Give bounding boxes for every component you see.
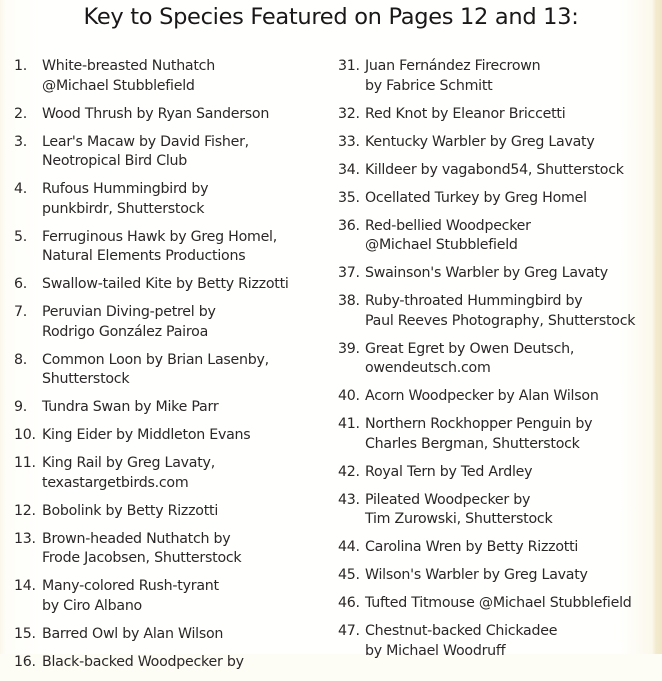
entry-credit-continued: Charles Bergman, Shutterstock	[365, 435, 580, 452]
species-entry	[14, 180, 324, 228]
entry-number: 35.	[338, 189, 360, 206]
species-entry	[14, 351, 324, 399]
entry-species-credit: Lear's Macaw by David Fisher,	[42, 133, 249, 150]
entry-species-credit: Ferruginous Hawk by Greg Homel,	[42, 228, 277, 245]
entry-number: 38.	[338, 293, 360, 309]
entry-number: 46.	[338, 595, 360, 611]
entry-species-credit: Swallow-tailed Kite by Betty Rizzotti	[42, 276, 289, 292]
entry-number: 37.	[338, 265, 360, 281]
entry-credit-continued: by Michael Woodruff	[365, 642, 506, 659]
entry-credit-continued: owendeutsch.com	[365, 360, 491, 376]
species-entry	[338, 57, 650, 105]
entry-number: 6.	[14, 276, 28, 292]
entry-number: 44.	[338, 539, 360, 555]
entry-number: 3.	[14, 133, 28, 150]
species-entry	[14, 228, 324, 276]
species-entry	[14, 625, 324, 653]
species-entry	[14, 105, 324, 133]
species-entry	[14, 398, 324, 426]
entry-species-credit: Common Loon by Brian Lasenby,	[42, 351, 269, 368]
entry-number: 39.	[338, 340, 360, 357]
species-entry	[338, 594, 650, 622]
entry-species-credit: Wilson's Warbler by Greg Lavaty	[365, 567, 588, 583]
entry-species-credit: Bobolink by Betty Rizzotti	[42, 502, 219, 519]
species-entry	[14, 426, 324, 454]
entry-credit-continued: texastargetbirds.com	[42, 474, 189, 491]
species-entry	[14, 502, 324, 530]
species-list-right	[338, 57, 650, 670]
entry-number: 42.	[338, 463, 360, 480]
entry-number: 11.	[14, 455, 36, 471]
species-entry	[338, 491, 650, 539]
species-entry	[338, 133, 650, 161]
entry-number: 47.	[338, 623, 360, 639]
entry-species-credit: Swainson's Warbler by Greg Lavaty	[365, 265, 608, 281]
entry-species-credit: Wood Thrush by Ryan Sanderson	[42, 105, 270, 122]
species-entry	[14, 454, 324, 502]
entry-number: 5.	[14, 228, 28, 245]
species-entry	[338, 387, 650, 415]
entry-species-credit: Great Egret by Owen Deutsch,	[365, 340, 575, 357]
entry-species-credit: King Eider by Middleton Evans	[42, 427, 251, 443]
entry-species-credit: Northern Rockhopper Penguin by	[365, 416, 593, 432]
species-entry	[14, 530, 324, 578]
species-entry	[14, 57, 324, 105]
entry-credit-continued: @Michael Stubblefield	[42, 77, 195, 94]
entry-number: 2.	[14, 105, 28, 122]
species-entry	[338, 292, 650, 340]
species-entry	[338, 622, 650, 670]
entry-number: 15.	[14, 625, 36, 642]
entry-number: 8.	[14, 351, 28, 368]
species-entry	[14, 577, 324, 625]
entry-credit-continued: Shutterstock	[42, 371, 130, 387]
entry-credit-continued: @Michael Stubblefield	[365, 237, 518, 253]
entry-species-credit: Many-colored Rush-tyrant	[42, 578, 219, 594]
entry-number: 45.	[338, 567, 360, 583]
species-entry	[338, 538, 650, 566]
entry-species-credit: Pileated Woodpecker by	[365, 491, 531, 508]
species-entry	[338, 161, 650, 189]
entry-species-credit: Red-bellied Woodpecker	[365, 217, 531, 234]
entry-species-credit: Red Knot by Eleanor Briccetti	[365, 105, 566, 122]
entry-species-credit: Tundra Swan by Mike Parr	[42, 399, 219, 415]
entry-species-credit: Barred Owl by Alan Wilson	[42, 625, 224, 642]
entry-credit-continued: Tim Zurowski, Shutterstock	[365, 511, 553, 527]
entry-number: 9.	[14, 399, 28, 415]
species-entry	[338, 415, 650, 463]
entry-species-credit: Juan Fernández Firecrown	[365, 58, 541, 74]
species-entry	[338, 566, 650, 594]
entry-number: 4.	[14, 181, 28, 197]
entry-species-credit: Brown-headed Nuthatch by	[42, 530, 231, 547]
entry-number: 12.	[14, 502, 36, 519]
entry-species-credit: Rufous Hummingbird by	[42, 181, 209, 197]
entry-credit-continued: Rodrigo González Pairoa	[42, 323, 209, 340]
entry-species-credit: Black-backed Woodpecker by	[42, 653, 244, 670]
entry-number: 43.	[338, 491, 360, 508]
species-entry	[338, 105, 650, 133]
entry-species-credit: Royal Tern by Ted Ardley	[365, 463, 533, 480]
entry-number: 16.	[14, 653, 36, 670]
entry-species-credit: Ocellated Turkey by Greg Homel	[365, 189, 587, 206]
species-entry	[14, 303, 324, 351]
entry-credit-continued: Neotropical Bird Club	[42, 153, 188, 169]
entry-number: 31.	[338, 58, 360, 74]
entry-species-credit: Ruby-throated Hummingbird by	[365, 293, 583, 309]
entry-species-credit: King Rail by Greg Lavaty,	[42, 455, 215, 471]
entry-credit-continued: Natural Elements Productions	[42, 248, 246, 264]
entry-species-credit: Chestnut-backed Chickadee	[365, 623, 558, 639]
entry-number: 10.	[14, 427, 36, 443]
entry-species-credit: Kentucky Warbler by Greg Lavaty	[365, 133, 595, 150]
entry-species-credit: White-breasted Nuthatch	[42, 58, 215, 74]
entry-number: 41.	[338, 416, 360, 432]
entry-credit-continued: Frode Jacobsen, Shutterstock	[42, 550, 242, 566]
entry-number: 33.	[338, 133, 360, 150]
entry-number: 36.	[338, 217, 360, 234]
entry-species-credit: Tufted Titmouse @Michael Stubblefield	[365, 595, 632, 611]
entry-species-credit: Killdeer by vagabond54, Shutterstock	[365, 161, 624, 178]
entry-species-credit: Acorn Woodpecker by Alan Wilson	[365, 388, 599, 404]
entry-credit-continued: by Fabrice Schmitt	[365, 77, 493, 94]
species-entry	[338, 463, 650, 491]
entry-number: 40.	[338, 388, 360, 404]
species-entry	[14, 275, 324, 303]
species-entry	[338, 340, 650, 388]
entry-credit-continued: punkbirdr, Shutterstock	[42, 200, 205, 217]
species-list-left	[14, 57, 324, 681]
entry-number: 13.	[14, 530, 36, 547]
entry-number: 7.	[14, 304, 28, 320]
entry-species-credit: Peruvian Diving-petrel by	[42, 304, 216, 320]
entry-number: 32.	[338, 105, 360, 122]
entry-credit-continued: Paul Reeves Photography, Shutterstock	[365, 312, 636, 329]
entry-number: 1.	[14, 58, 28, 74]
species-entry	[338, 189, 650, 217]
entry-species-credit: Carolina Wren by Betty Rizzotti	[365, 539, 579, 555]
page-title: Key to Species Featured on Pages 12 and 13:	[83, 4, 579, 30]
entry-number: 14.	[14, 578, 36, 594]
entry-credit-continued: by Ciro Albano	[42, 597, 142, 614]
species-entry	[14, 653, 324, 681]
entry-number: 34.	[338, 161, 360, 178]
species-entry	[338, 217, 650, 265]
species-entry	[14, 133, 324, 181]
species-entry	[338, 264, 650, 292]
